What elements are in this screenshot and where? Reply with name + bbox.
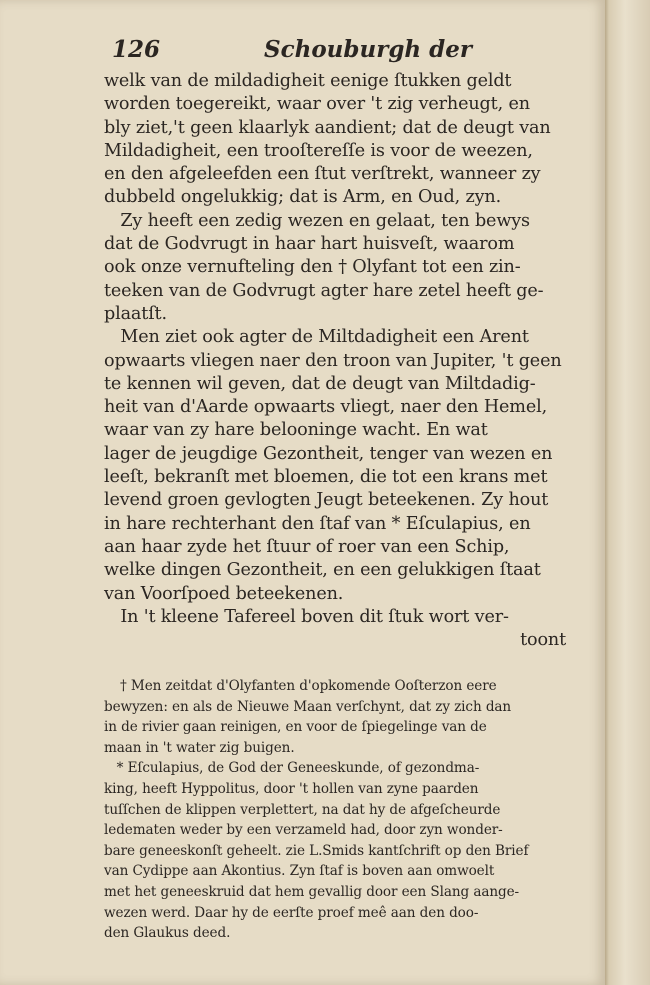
footnote-line: bewyzen: en als de Nieuwe Maan verſchynt, dat zy zich dan	[104, 698, 512, 715]
text-line: bly ziet,'t geen klaarlyk aandient; dat de deugt van	[104, 117, 551, 138]
text-line: dat de Godvrugt in haar hart huisveſt, waarom	[104, 234, 515, 255]
text-line: worden toegereikt, waar over 't zig verheugt, en	[104, 94, 530, 115]
text-line: teeken van de Godvrugt agter hare zetel heeft ge-	[104, 280, 544, 301]
text-line: in hare rechterhant den ſtaf van * Eſculapius, en	[104, 513, 531, 534]
text-line: lager de jeugdige Gezontheit, tenger van wezen en	[104, 443, 553, 464]
running-title: Schouburgh der	[264, 36, 472, 63]
catchword: toont	[520, 630, 566, 651]
main-text	[104, 70, 566, 652]
text-line: dubbeld ongelukkig; dat is Arm, en Oud, zyn.	[104, 187, 502, 208]
page-number: 126	[112, 36, 161, 63]
footnote-line: den Glaukus deed.	[104, 925, 231, 942]
text-line: heit van d'Aarde opwaarts vliegt, naer den Hemel,	[104, 397, 548, 418]
text-line: ook onze vernufteling den † Olyfant tot een zin-	[104, 257, 521, 278]
footnote-line: bare geneeskonſt geheelt. zie L.Smids kantſchrift op den Brief	[104, 842, 529, 859]
text-line: opwaarts vliegen naer den troon van Jupiter, 't geen	[104, 350, 562, 371]
text-line: en den afgeleefden een ſtut verſtrekt, wanneer zy	[104, 164, 541, 185]
footnote-line: met het geneeskruid dat hem gevallig door een Slang aange-	[104, 883, 520, 900]
footnote-line: van Cydippe aan Akontius. Zyn ſtaf is boven aan omwoelt	[104, 863, 495, 880]
footnote-line: king, heeft Hyppolitus, door 't hollen van zyne paarden	[104, 780, 479, 797]
footnote-line: † Men zeitdat d'Olyfanten d'opkomende Ooſterzon eere	[120, 678, 497, 694]
text-line: In 't kleene Tafereel boven dit ſtuk wort ver-	[104, 606, 509, 627]
text-line: Mildadigheit, een trooſtereſſe is voor de weezen,	[104, 140, 533, 161]
footnote-line: wezen werd. Daar hy de eerſte proef meê aan den doo-	[104, 904, 479, 921]
text-line: levend groen gevlogten Jeugt beteekenen. Zy hout	[104, 490, 549, 511]
footnote-line: maan in 't water zig buigen.	[104, 739, 295, 756]
footnotes	[104, 676, 566, 944]
text-line: Zy heeft een zedig wezen en gelaat, ten bewys	[104, 210, 530, 231]
page-header	[104, 36, 564, 70]
text-line: plaatſt.	[104, 303, 167, 324]
footnote-line: ledematen weder by een verzameld had, door zyn wonder-	[104, 822, 503, 839]
text-line: aan haar zyde het ſtuur of roer van een Schip,	[104, 536, 510, 557]
text-line: leeſt, bekranſt met bloemen, die tot een krans met	[104, 467, 548, 488]
footnote-line: * Eſculapius, de God der Geneeskunde, of gezondma-	[104, 760, 480, 777]
text-line: van Voorſpoed beteekenen.	[104, 583, 344, 604]
page-edge	[605, 0, 650, 985]
footnote-line: tuſſchen de klippen verplettert, na dat hy de afgeſcheurde	[104, 801, 501, 818]
text-line: welke dingen Gezontheit, en een gelukkigen ſtaat	[104, 560, 541, 581]
text-line: Men ziet ook agter de Miltdadigheit een Arent	[104, 327, 529, 348]
text-line: welk van de mildadigheit eenige ſtukken geldt	[104, 71, 512, 91]
text-line: waar van zy hare belooninge wacht. En wat	[104, 420, 488, 441]
footnote-line: in de rivier gaan reinigen, en voor de ſpiegelinge van de	[104, 719, 487, 736]
text-line: te kennen wil geven, dat de deugt van Miltdadig-	[104, 373, 536, 394]
